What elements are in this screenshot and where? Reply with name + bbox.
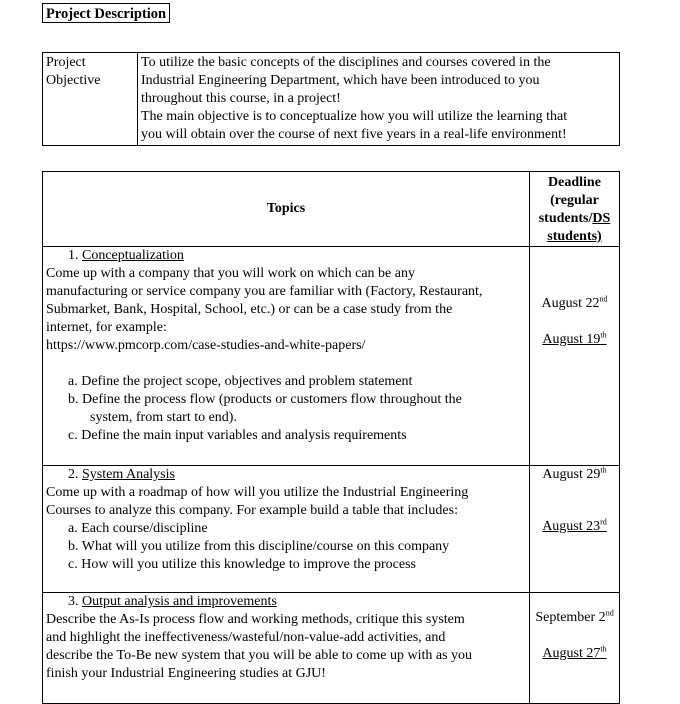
deadline-regular: August 22nd <box>541 294 608 311</box>
deadline-regular: August 29th <box>542 465 607 482</box>
deadline-header: Deadline (regular students/DS students) <box>530 172 620 247</box>
topics-header: Topics <box>43 172 530 247</box>
deadline-ds: August 23rd <box>542 517 607 534</box>
topic-system-analysis: 2. System Analysis Come up with a roadmap of how will you utilize the Industrial Engineering Courses to analyze this company. For example build a table that includes: a. Each course/discipline b. What will you utilize from this discipline/course on this company c. How will you utilize this knowledge to improve the process <box>43 466 530 593</box>
topics-table <box>42 171 620 704</box>
deadline-cell <box>530 466 620 593</box>
topic-conceptualization: 1. Conceptualization Come up with a company that you will work on which can be any manufacturing or service company you are familiar with (Factory, Restaurant, Submarket, Bank, Hospital, School, etc.) or can be a case study from the internet, for example: https://www.pmcorp.com/case-studies-and-white-papers/ a. Define the project scope, objectives and problem statement b. Define the process flow (products or customers flow throughout the system, from start to end). c. Define the main input variables and analysis requirements <box>43 247 530 466</box>
objective-table <box>42 52 620 146</box>
deadline-regular: September 2nd <box>535 608 614 625</box>
topic-heading: 3. Output analysis and improvements <box>68 594 277 609</box>
deadline-cell <box>530 593 620 704</box>
deadline-cell <box>530 247 620 466</box>
topic-output-analysis: 3. Output analysis and improvements Describe the As-Is process flow and working methods, critique this system and highlight the ineffectiveness/wasteful/non-value-add activities, and describe the To-Be new system that you will be able to come up with as you finish your Industrial Engineering studies at GJU! <box>43 593 530 704</box>
table-row <box>43 247 620 466</box>
deadline-ds: August 19th <box>542 330 607 347</box>
page-title: Project Description <box>42 3 170 23</box>
objective-label: Project Objective <box>43 53 138 146</box>
topic-heading: 1. Conceptualization <box>68 248 184 263</box>
deadline-ds: August 27th <box>542 644 607 661</box>
topic-heading: 2. System Analysis <box>68 467 175 482</box>
table-row <box>43 466 620 593</box>
table-row <box>43 593 620 704</box>
objective-text: To utilize the basic concepts of the disciplines and courses covered in the Industrial Engineering Department, which have been introduced to you throughout this course, in a project! The main objective is to conceptualize how you will utilize the learning that you will obtain over the course of next five years in a real-life environment! <box>138 53 620 146</box>
header-row <box>43 172 620 247</box>
